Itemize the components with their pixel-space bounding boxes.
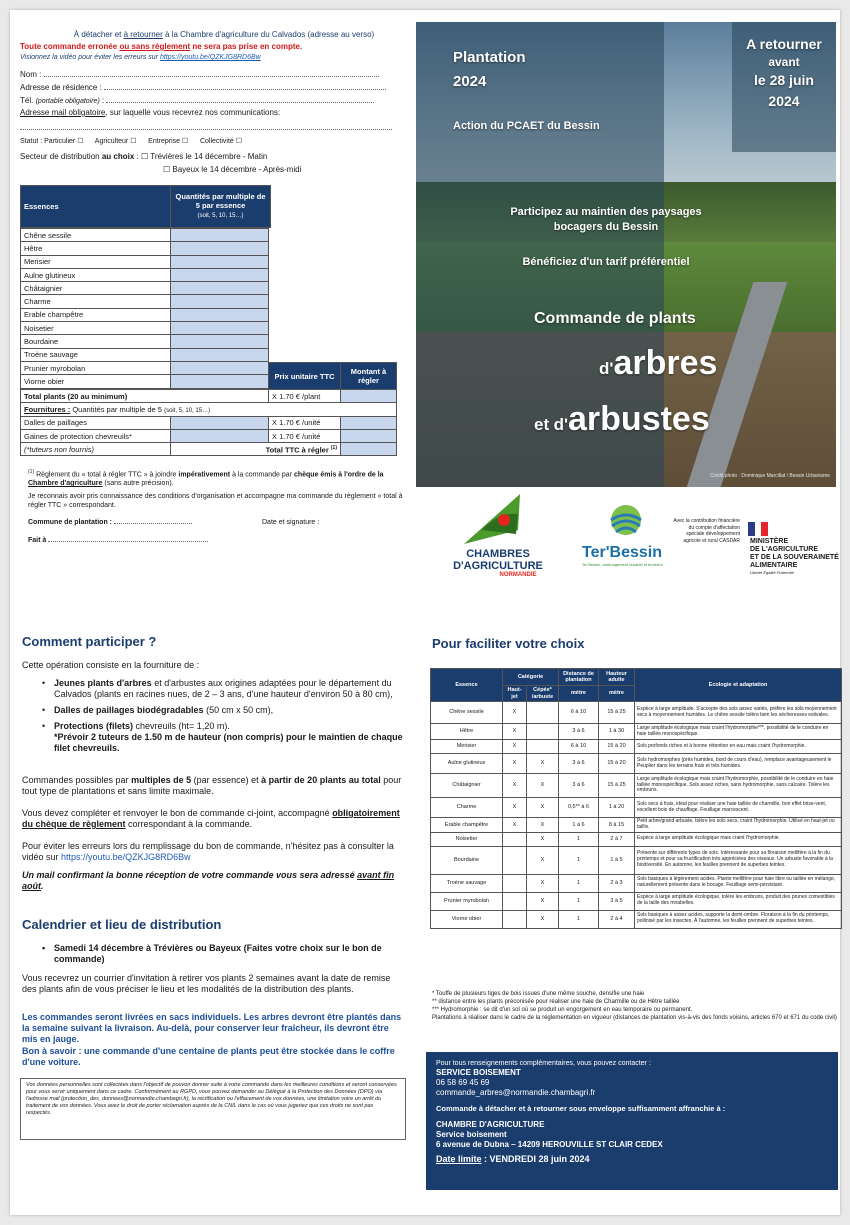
quantity-input[interactable] — [171, 255, 269, 268]
commune-field[interactable]: Commune de plantation : — [28, 518, 228, 527]
plantation-year: 2024 — [453, 73, 487, 90]
choice-row — [431, 874, 842, 892]
detach-instruction: À détacher et à retourner à la Chambre d'agriculture du Calvados (adresse au verso) — [73, 30, 375, 39]
species-row — [21, 255, 269, 268]
participate-intro: Cette opération consiste en la fourniture de : — [22, 660, 200, 670]
header-essences: Essences — [21, 186, 171, 228]
document-page — [10, 10, 840, 1215]
haut-jet-mark: X — [503, 774, 527, 798]
cepee-mark: X — [527, 798, 559, 818]
species-name: Charme — [431, 798, 503, 818]
distance-value: 1 — [559, 910, 599, 928]
quantity-input[interactable] — [171, 361, 269, 374]
species-name: Troène sauvage — [21, 348, 171, 361]
checkbox-entreprise[interactable]: Entreprise ☐ — [148, 138, 189, 145]
species-name: Charme — [21, 295, 171, 308]
header-essence: Essence — [431, 669, 503, 702]
quantity-input[interactable] — [171, 268, 269, 281]
species-name: Merisier — [21, 255, 171, 268]
haut-jet-mark — [503, 846, 527, 874]
choice-title: Pour faciliter votre choix — [432, 636, 585, 651]
total-plants-label: Total plants (20 au minimum) — [21, 390, 269, 403]
species-name: Châtaignier — [21, 282, 171, 295]
height-value: 3 à 5 — [599, 892, 635, 910]
ecology-text: Espèce à large amplitude écologique, tolère les embruns, produit des prunes comestibles de la taille des mirabelles. — [635, 892, 842, 910]
species-row — [21, 295, 269, 308]
ecology-text: Sols profonds riches et à bonne rétention en eau mais craint l'hydromorphie. — [635, 740, 842, 754]
height-value: 1 à 5 — [599, 846, 635, 874]
cepee-mark: X — [527, 910, 559, 928]
species-name: Bourdaine — [431, 846, 503, 874]
total-ttc-amount[interactable] — [341, 443, 397, 456]
nom-field[interactable]: Nom : — [20, 70, 402, 80]
supply-amount[interactable] — [341, 429, 397, 442]
height-value: 8 à 15 — [599, 818, 635, 833]
distance-value: 0,5** à 6 — [559, 798, 599, 818]
ecology-text: Sols basiques à légèrement acides. Plante mellifère pour haie libre ou taillée en mélange, naturellement présente dans le bocage. Feuillage semi-persistant. — [635, 874, 842, 892]
species-name: Prunier myrobolan — [21, 361, 171, 374]
choice-row — [431, 818, 842, 833]
species-name: Hêtre — [21, 242, 171, 255]
height-value: 15 à 20 — [599, 754, 635, 774]
totals-table — [20, 389, 397, 456]
distance-value: 6 à 10 — [559, 702, 599, 724]
statut-row: Statut : Particulier ☐ Agriculteur ☐ Entreprise ☐ Collectivité ☐ — [20, 138, 243, 145]
cepee-mark: X — [527, 754, 559, 774]
terbessin-logo — [606, 502, 646, 542]
total-plants-price: X 1.70 € /plant — [269, 390, 341, 403]
video-hint: Visionnez la vidéo pour éviter les erreurs sur https://youtu.be/QZKJG8RD6Bw — [20, 54, 261, 61]
ministere-logo: MINISTÈRE DE L'AGRICULTURE ET DE LA SOUVERAINETÉ ALIMENTAIRE Liberté Égalité Fraternité — [750, 538, 839, 575]
species-row — [21, 375, 269, 388]
price-header — [268, 362, 397, 390]
species-name: Aulne glutineux — [431, 754, 503, 774]
haut-jet-mark: X — [503, 798, 527, 818]
height-value: 2 à 3 — [599, 874, 635, 892]
mail-field[interactable]: Adresse mail obligatoire, sur laquelle vous recevrez nos communications: — [20, 108, 402, 133]
cepee-mark: X — [527, 832, 559, 846]
cepee-mark: X — [527, 874, 559, 892]
species-row — [21, 308, 269, 321]
participate-list — [38, 678, 404, 759]
tuteurs-note: (*tuteurs non fournis) — [21, 443, 171, 456]
distance-value: 1 — [559, 874, 599, 892]
choice-row — [431, 702, 842, 724]
height-value: 2 à 4 — [599, 910, 635, 928]
hero-photo — [416, 22, 836, 487]
species-name: Bourdaine — [21, 335, 171, 348]
calendar-list — [38, 943, 404, 970]
checkbox-collectivite[interactable]: Collectivité ☐ — [199, 138, 243, 145]
choice-row — [431, 754, 842, 774]
quantity-input[interactable] — [171, 308, 269, 321]
total-plants-amount[interactable] — [341, 390, 397, 403]
participate-p2: Vous devez compléter et renvoyer le bon de commande ci-joint, accompagné obligatoirement du chèque de règlement correspondant à la commande. — [22, 808, 400, 829]
choice-notes: * Touffe de plusieurs tiges de bois issues d'une même souche, densifie une haie ** distance entre les plants préconisée pour réaliser une haie de Charmille ou de Hêtre taillée *** Hydromorphie : se dit d'un sol où se produit un engorgement en eau temporaire ou permanent. Plantations à réaliser dans le cadre de la réglementation en vigueur (distances de plantation vis-à-vis des fonds voisins, articles 670 et 671 du code civil) — [432, 991, 837, 1021]
supply-price: X 1.70 € /unité — [269, 429, 341, 442]
hero-title: Commande de plants — [534, 310, 696, 327]
calendar-p2: Les commandes seront livrées en sacs individuels. Les arbres devront être plantés dans la semaine suivant la livraison. Au-delà, pour conserver leur fraîcheur, ils devront être mis en jauge. — [22, 1012, 402, 1044]
supply-label: Gaines de protection chevreuils* — [21, 429, 171, 442]
checkbox-particulier[interactable]: Particulier ☐ — [44, 138, 84, 145]
ecology-text: Présente sur différents types de sols. Intéressante pour sa floraison mellifère à la fin du printemps et pour sa fructification très appréciées des oiseaux. Un arbuste favorable à la biodiversité. En automne, les feuilles prennent de superbes teintes. — [635, 846, 842, 874]
species-name: Noisetier — [21, 322, 171, 335]
species-choice-table — [430, 668, 842, 929]
species-name: Erable champêtre — [21, 308, 171, 321]
header-haut-jet: Haut-jet — [503, 686, 527, 702]
haut-jet-mark: X — [503, 754, 527, 774]
quantity-input[interactable] — [171, 375, 269, 388]
participate-p3: Pour éviter les erreurs lors du remplissage du bon de commande, n'hésitez pas à consulter la vidéo sur https://youtu.be/QZKJG8RD6Bw — [22, 841, 394, 862]
header-prix: Prix unitaire TTC — [269, 363, 341, 390]
header-metre: mètre — [559, 686, 599, 702]
video-link[interactable]: https://youtu.be/QZKJG8RD6Bw — [159, 54, 261, 61]
cepee-mark: X — [527, 818, 559, 833]
choice-row — [431, 910, 842, 928]
haut-jet-mark: X — [503, 702, 527, 724]
species-name: Troène sauvage — [431, 874, 503, 892]
chambres-agriculture-text: CHAMBRES D'AGRICULTURE NORMANDIE — [453, 548, 543, 578]
supply-amount[interactable] — [341, 416, 397, 429]
gdpr-notice: Vos données personnelles sont collectées dans l'objectif de pouvoir donner suite à votre commande dans les meilleures conditions et seront conservées pour vous servir uniquement dans ce cadre. Conformément au RGPD, vous pouvez demander au Délégué à la Protection des Données (DPO) via l'adresse mail (protection_des_donnees@normandie.chambagri.fr), la rectification ou l'effacement de vos données, une limitation voire un arrêt du traitement de vos données. Vous avez le droit de porter réclamation auprès de la CNIL dans le cas où vous jugeriez que ces droits ne sont pas respectés. — [20, 1078, 406, 1140]
species-row — [21, 348, 269, 361]
choice-row — [431, 774, 842, 798]
species-name: Noisetier — [431, 832, 503, 846]
secteur-row[interactable]: Secteur de distribution au choix : ☐ Trévières le 14 décembre - Matin — [20, 152, 268, 161]
choice-row — [431, 798, 842, 818]
cepee-mark — [527, 702, 559, 724]
supply-price: X 1.70 € /unité — [269, 416, 341, 429]
species-row — [21, 335, 269, 348]
choice-row — [431, 846, 842, 874]
height-value: 15 à 25 — [599, 702, 635, 724]
height-value: 15 à 20 — [599, 740, 635, 754]
contact-email[interactable]: commande_arbres@normandie.chambagri.fr — [436, 1088, 596, 1097]
deadline: Date limite : VENDREDI 28 juin 2024 — [436, 1154, 590, 1164]
species-row — [21, 361, 269, 374]
plantation-label: Plantation — [453, 49, 526, 66]
distance-value: 1 — [559, 846, 599, 874]
species-name: Aulne glutineux — [21, 268, 171, 281]
haut-jet-mark — [503, 832, 527, 846]
quantity-input[interactable] — [171, 322, 269, 335]
species-row — [21, 322, 269, 335]
adresse-field[interactable]: Adresse de résidence : — [20, 83, 402, 93]
quantity-input[interactable] — [171, 335, 269, 348]
quantity-input[interactable] — [171, 282, 269, 295]
quantity-input[interactable] — [171, 242, 269, 255]
species-name: Chêne sessile — [431, 702, 503, 724]
choice-row — [431, 832, 842, 846]
participate-p1: Commandes possibles par multiples de 5 (par essence) et à partir de 20 plants au total pour tout type de plantations et sans limite maximale. — [22, 775, 402, 796]
distance-value: 3 à 6 — [559, 724, 599, 740]
hero-title-arbres: d'arbres — [599, 344, 718, 382]
ecology-text: Sols secs à frais, idéal pour réaliser une haie taillée de charmille, bon effet brise-vent, excellent bois de chauffage. Feuillage marcescent. — [635, 798, 842, 818]
total-ttc-label: Total TTC à régler $^{(1)}$ — [171, 443, 341, 456]
species-name: Merisier — [431, 740, 503, 754]
species-name: Hêtre — [431, 724, 503, 740]
fait-a-field[interactable]: Fait à — [28, 536, 248, 545]
species-row — [21, 229, 269, 242]
cepee-mark — [527, 740, 559, 754]
checkbox-agriculteur[interactable]: Agriculteur ☐ — [94, 138, 137, 145]
haut-jet-mark: X — [503, 724, 527, 740]
ecology-text: Large amplitude écologique mais craint l'hydromorphie, possibilité de le conduire en haie taillée monospécifique. Sols assez riches, sans hydromorphie, sans calcaire. Tolère les embruns. — [635, 774, 842, 798]
hero-tarif: Bénéficiez d'un tarif préférentiel — [522, 256, 690, 268]
header-ecologie: Ecologie et adaptation — [635, 669, 842, 702]
video-link[interactable]: https://youtu.be/QZKJG8RD6Bw — [61, 852, 191, 862]
chambres-agriculture-logo — [456, 490, 542, 546]
supply-quantity-input[interactable] — [171, 429, 269, 442]
return-deadline: A retourner avant le 28 juin 2024 — [746, 36, 822, 109]
date-signature-label: Date et signature : — [262, 519, 320, 526]
terbessin-text: Ter'Bessin Ter'Bessin, aménagement durable et territoire — [582, 544, 663, 567]
error-warning: Toute commande erronée ou sans règlement ne sera pas prise en compte. — [20, 42, 303, 51]
acknowledge-text: Je reconnais avoir pris connaissance des conditions d'organisation et accompagne ma commande du règlement « total à régler TTC » correspondant. — [28, 493, 403, 509]
order-table — [20, 185, 401, 228]
height-value: 1 à 20 — [599, 798, 635, 818]
choice-row — [431, 892, 842, 910]
haut-jet-mark — [503, 910, 527, 928]
participate-p4: Un mail confirmant la bonne réception de votre commande vous sera adressé avant fin août. — [22, 870, 395, 891]
species-row — [21, 268, 269, 281]
species-row — [21, 282, 269, 295]
quantity-input[interactable] — [171, 229, 269, 242]
height-value: 2 à 7 — [599, 832, 635, 846]
hero-title-arbustes: et d'arbustes — [534, 400, 710, 438]
haut-jet-mark — [503, 874, 527, 892]
distance-value: 1 — [559, 832, 599, 846]
species-row — [21, 242, 269, 255]
species-name: Viorne obier — [431, 910, 503, 928]
secteur-option-bayeux[interactable]: ☐ Bayeux le 14 décembre - Après-midi — [163, 165, 302, 174]
species-name: Prunier myrobolan — [431, 892, 503, 910]
choice-row — [431, 740, 842, 754]
header-cepee: Cépée* /arbuste — [527, 686, 559, 702]
supply-quantity-input[interactable] — [171, 416, 269, 429]
cepee-mark: X — [527, 892, 559, 910]
calendar-title: Calendrier et lieu de distribution — [22, 917, 222, 932]
ecology-text: Espèce à large amplitude. S'accepte des sols assez variés, préfère les sols moyennement secs à moyennement humides. Le chêne sessile tolère bien les sécheresses estivales. — [635, 702, 842, 724]
ecology-text: Sols basiques à assez acides, supporte la demi-ombre. Floraison à la fin du printemps, pollinisé par les insectes. À l'automne, les feuilles prennent de superbes teintes. — [635, 910, 842, 928]
casdar-note: Avec la contribution financière du compte d'affectation spéciale développement agricole et rural CASDAR — [673, 518, 740, 544]
choice-row — [431, 724, 842, 740]
distance-value: 3 à 6 — [559, 774, 599, 798]
cepee-mark: X — [527, 774, 559, 798]
action-label: Action du PCAET du Bessin — [453, 120, 600, 132]
species-name: Chêne sessile — [21, 229, 171, 242]
payment-note: $^{(1)}$ Règlement du « total à régler TTC » à joindre impérativement à la commande par chèque émis à l'ordre de la Chambre d'agriculture (sans autre précision). — [28, 469, 384, 488]
haut-jet-mark: X — [503, 818, 527, 833]
distance-value: 3 à 6 — [559, 754, 599, 774]
header-categorie: Catégorie — [503, 669, 559, 686]
order-species-table — [20, 228, 269, 389]
species-name: Viorne obier — [21, 375, 171, 388]
list-item: • Samedi 14 décembre à Trévières ou Bayeux (Faites votre choix sur le bon de commande) — [38, 943, 404, 965]
distance-value: 1 — [559, 892, 599, 910]
calendar-p3: Bon à savoir : une commande d'une centaine de plants peut être stockée dans le coffre d'une voiture. — [22, 1046, 395, 1067]
cepee-mark: X — [527, 846, 559, 874]
marianne-flag-icon — [748, 522, 768, 536]
ecology-text: Petit arbre/grand arbuste, tolère les sols secs, craint l'hydromorphie. Utilisé en haut-jet ou taillis. — [635, 818, 842, 833]
contact-box: Pour tous renseignements complémentaires, vous pouvez contacter : SERVICE BOISEMENT 06 58 69 45 69 commande_arbres@normandie.chambagri.fr Commande à détacher et à retourner sous enveloppe suffisamment affranchie à : CHAMBRE D'AGRICULTURE Service boisement 6 avenue de Dubna – 14209 HEROUVILLE ST CLAIR CEDEX Date limite : VENDREDI 28 juin 2024 — [426, 1052, 838, 1190]
participate-title: Comment participer ? — [22, 634, 157, 649]
header-montant: Montant à régler — [341, 363, 397, 390]
haut-jet-mark — [503, 892, 527, 910]
ecology-text: Espèce à large amplitude écologique mais craint l'hydromorphie. — [635, 832, 842, 846]
ecology-text: Large amplitude écologique mais craint l'hydromorphie***, possibilité de le conduire en haie taillée monospécifique. — [635, 724, 842, 740]
header-distance: Distance de plantation — [559, 669, 599, 686]
distance-value: 6 à 10 — [559, 740, 599, 754]
list-item: • Protections (filets) chevreuils (ht= 1,20 m). *Prévoir 2 tuteurs de 1.50 m de hauteur (non compris) pour le maintien de chaque filet chevreuils. — [38, 721, 404, 754]
photo-credit: Crédit photo : Dominique Marcillat / Bessin Urbanisme — [709, 473, 830, 479]
supply-label: Dalles de paillages — [21, 416, 171, 429]
quantity-input[interactable] — [171, 295, 269, 308]
list-item: • Dalles de paillages biodégradables (50 cm x 50 cm), — [38, 705, 404, 716]
species-name: Châtaignier — [431, 774, 503, 798]
header-hauteur: Hauteur adulte — [599, 669, 635, 686]
list-item: • Jeunes plants d'arbres et d'arbustes aux origines adaptées pour le département du Calvados (plants en racines nues, de 2 – 3 ans, d'une hauteur d'environ 50 à 80 cm), — [38, 678, 404, 700]
height-value: 15 à 25 — [599, 774, 635, 798]
header-metre: mètre — [599, 686, 635, 702]
quantity-input[interactable] — [171, 348, 269, 361]
telephone-field[interactable]: Tél. (portable obligatoire) : — [20, 96, 402, 106]
header-quantites: Quantités par multiple de 5 par essence (soit, 5, 10, 15…) — [171, 186, 271, 228]
species-name: Erable champêtre — [431, 818, 503, 833]
hero-tagline: Participez au maintien des paysages bocagers du Bessin — [510, 206, 702, 233]
haut-jet-mark: X — [503, 740, 527, 754]
distance-value: 1 à 6 — [559, 818, 599, 833]
ecology-text: Sols hydromorphes (prés humides, bord de cours d'eau), remplace avantageusement le Peuplier dans les terrains frais et très humides. — [635, 754, 842, 774]
fournitures-row: Fournitures : Quantités par multiple de 5 (soit, 5, 10, 15…) — [21, 403, 397, 416]
calendar-p1: Vous recevrez un courrier d'invitation à retirer vos plants 2 semaines avant la date de remise des plants afin de vous préciser le lieu et les modalités de la distribution des plants. — [22, 973, 391, 994]
height-value: 1 à 30 — [599, 724, 635, 740]
cepee-mark — [527, 724, 559, 740]
